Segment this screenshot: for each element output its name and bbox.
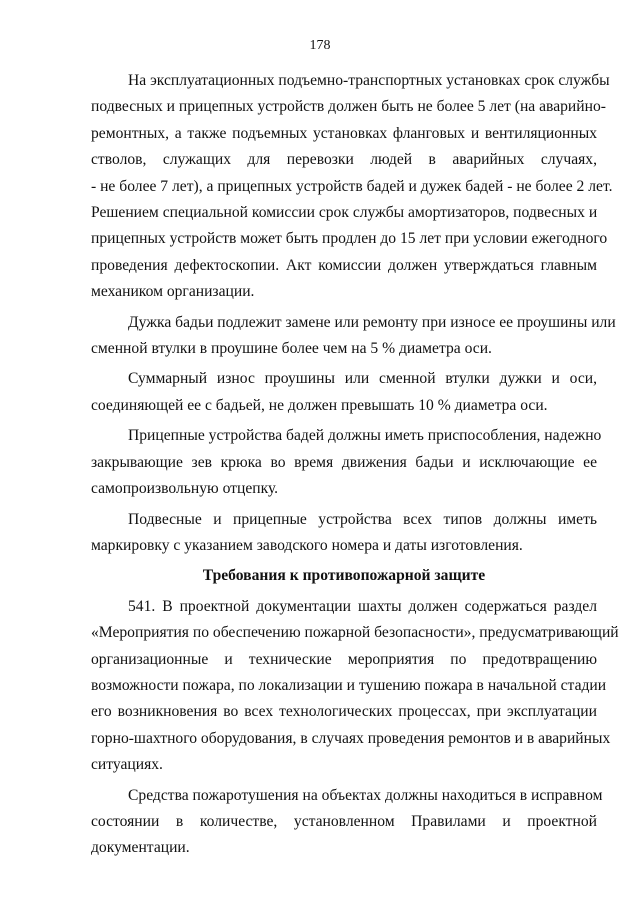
paragraph-line: сменной втулки в проушине более чем на 5 % диаметра оси.	[91, 340, 492, 358]
paragraph-line: состоянии в количестве, установленном Правилами и проектной	[91, 812, 597, 830]
paragraph-line: самопроизвольную отцепку.	[91, 480, 279, 498]
paragraph-line: прицепных устройств может быть продлен до 15 лет при условии ежегодного	[91, 230, 608, 248]
paragraph-line: горно-шахтного оборудования, в случаях проведения ремонтов и в аварийных	[91, 729, 611, 747]
paragraph-line: Решением специальной комиссии срок службы амортизаторов, подвесных и	[91, 204, 598, 222]
paragraph-line: 541. В проектной документации шахты должен содержаться раздел	[128, 597, 597, 615]
paragraph-line: маркировку с указанием заводского номера и даты изготовления.	[91, 536, 523, 554]
paragraph-line: - не более 7 лет), а прицепных устройств бадей и дужек бадей - не более 2 лет.	[91, 177, 613, 195]
paragraph-line: Прицепные устройства бадей должны иметь приспособления, надежно	[128, 427, 602, 445]
section-heading: Требования к противопожарной защите	[202, 567, 486, 585]
paragraph-line: Дужка бадьи подлежит замене или ремонту при износе ее проушины или	[128, 313, 616, 331]
paragraph-total-wear	[91, 366, 597, 419]
page-number: 178	[309, 38, 331, 53]
paragraph-line: стволов, служащих для перевозки людей в аварийных случаях,	[91, 151, 597, 169]
paragraph-line: Подвесные и прицепные устройства всех типов должны иметь	[128, 510, 597, 528]
paragraph-line: На эксплуатационных подъемно-транспортных установках срок службы	[128, 72, 610, 89]
paragraph-hook-latch	[91, 423, 602, 502]
paragraph-line: возможности пожара, по локализации и тушению пожара в начальной стадии	[91, 676, 607, 694]
paragraph-line: его возникновения во всех технологических процессах, при эксплуатации	[91, 703, 597, 721]
paragraph-service-life	[91, 68, 613, 306]
paragraph-line: документации.	[91, 839, 190, 857]
paragraph-line: ситуациях.	[91, 756, 163, 774]
paragraph-bucket-handle	[91, 310, 616, 363]
paragraph-line: Суммарный износ проушины или сменной втулки дужки и оси,	[128, 370, 597, 388]
paragraph-marking	[91, 507, 597, 560]
document-body	[91, 68, 619, 862]
paragraph-541	[91, 594, 619, 779]
paragraph-line: «Мероприятия по обеспечению пожарной безопасности», предусматривающий	[91, 624, 619, 642]
paragraph-line: проведения дефектоскопии. Акт комиссии должен утверждаться главным	[91, 256, 597, 274]
paragraph-line: подвесных и прицепных устройств должен быть не более 5 лет (на аварийно-	[91, 98, 606, 116]
paragraph-line: ремонтных, а также подъемных установках фланговых и вентиляционных	[91, 124, 597, 142]
paragraph-line: закрывающие зев крюка во время движения бадьи и исключающие ее	[91, 453, 597, 471]
paragraph-line: механиком организации.	[91, 283, 255, 301]
paragraph-line: соединяющей ее с бадьей, не должен превышать 10 % диаметра оси.	[91, 396, 548, 414]
paragraph-line: Средства пожаротушения на объектах должны находиться в исправном	[128, 786, 603, 804]
paragraph-line: организационные и технические мероприятия по предотвращению	[91, 650, 597, 668]
paragraph-fire-equipment	[91, 783, 603, 862]
